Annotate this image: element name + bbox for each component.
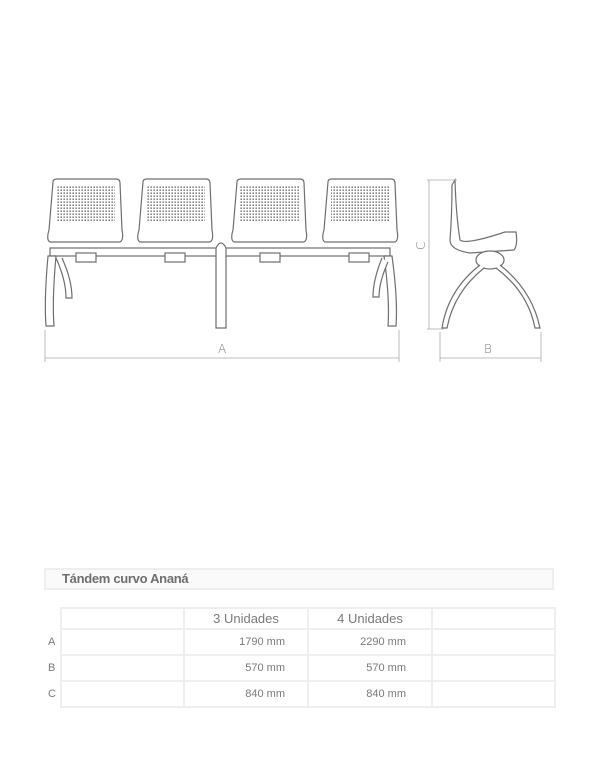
table-cell	[61, 629, 184, 655]
header-cell-3-units: 3 Unidades	[184, 608, 308, 629]
side-view-chair	[427, 180, 541, 362]
table-cell	[61, 681, 184, 707]
dimension-label-c: C	[414, 241, 428, 250]
header-cell	[432, 608, 555, 629]
table-cell: 840 mm	[184, 681, 308, 707]
table-cell: 570 mm	[308, 655, 432, 681]
header-cell	[61, 608, 184, 629]
row-label: B	[44, 655, 61, 681]
row-label: A	[44, 629, 61, 655]
table-row	[44, 681, 555, 707]
table-cell	[61, 655, 184, 681]
table-row	[44, 655, 555, 681]
table-cell	[432, 655, 555, 681]
dimension-label-b: B	[484, 342, 492, 356]
table-cell: 840 mm	[308, 681, 432, 707]
spec-title-box	[44, 568, 554, 590]
table-cell	[432, 629, 555, 655]
dimension-label-a: A	[218, 342, 227, 356]
header-cell-4-units: 4 Unidades	[308, 608, 432, 629]
corner-cell	[44, 608, 61, 629]
row-label: C	[44, 681, 61, 707]
table-cell: 570 mm	[184, 655, 308, 681]
table-row	[44, 629, 555, 655]
table-cell	[432, 681, 555, 707]
table-cell: 2290 mm	[308, 629, 432, 655]
table-header-row	[44, 608, 555, 629]
table-cell: 1790 mm	[184, 629, 308, 655]
spec-table	[44, 607, 556, 708]
spec-title: Tándem curvo Ananá	[62, 571, 189, 586]
front-view-bench	[45, 179, 399, 362]
